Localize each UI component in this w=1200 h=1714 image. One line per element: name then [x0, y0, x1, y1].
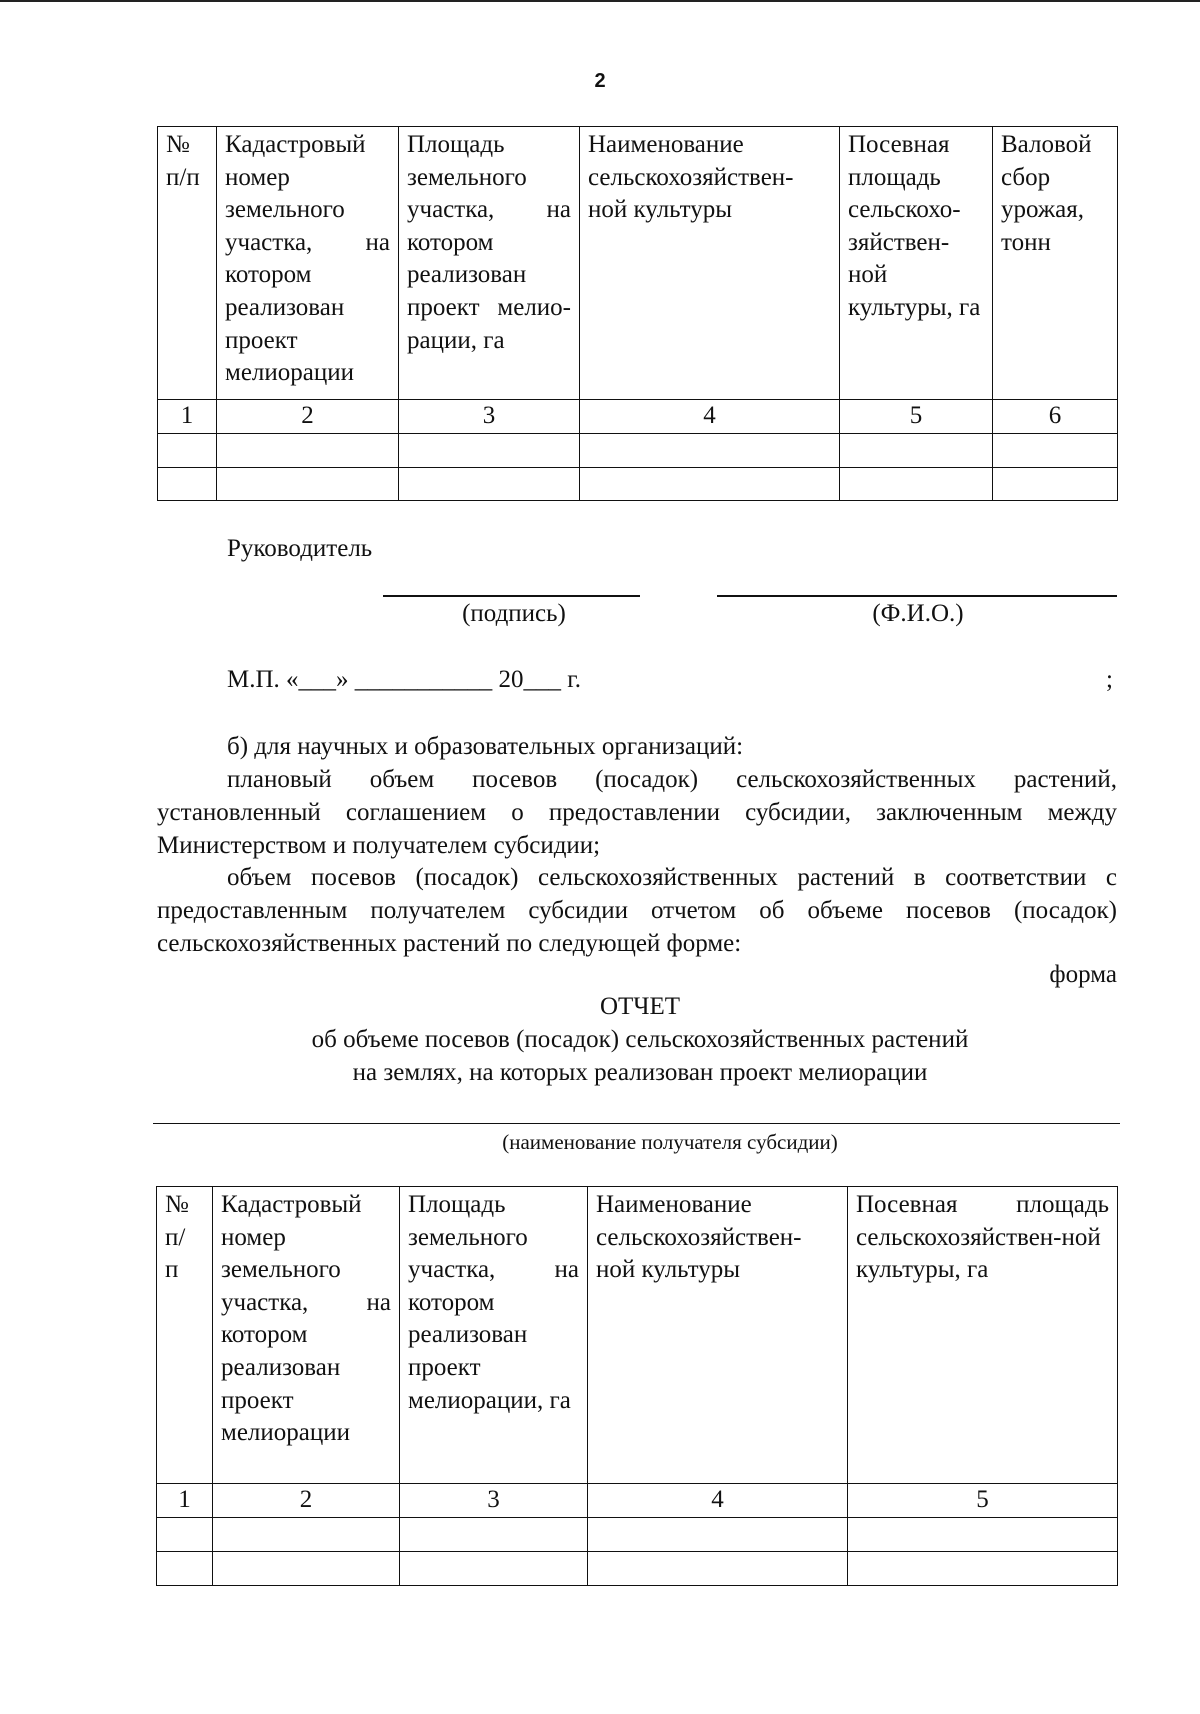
column-number-row	[158, 400, 1118, 434]
header-cell: Наименование сельскохозяйствен-ной культуры	[588, 1187, 848, 1484]
table-row	[157, 1518, 1118, 1552]
number-cell: 1	[157, 1484, 213, 1518]
empty-cell	[848, 1552, 1118, 1586]
report-subtitle: об объеме посевов (посадок) сельскохозяйственных растений	[311, 1026, 969, 1053]
header-cell: Посевная площадь сельскохозяйствен-ной культуры, га	[848, 1187, 1118, 1484]
empty-cell	[580, 468, 840, 501]
number-cell: 1	[158, 400, 217, 434]
number-cell: 5	[840, 400, 993, 434]
header-cell: Посевная площадь сельскохо-зяйствен-ной культуры, га	[840, 127, 993, 400]
table-2	[156, 1186, 1118, 1586]
table-row	[158, 434, 1118, 468]
scan-top-edge	[0, 0, 1200, 2]
signature-caption: (подпись)	[462, 600, 566, 627]
table-1	[157, 126, 1118, 501]
report-subtitle: на землях, на которых реализован проект мелиорации	[352, 1059, 928, 1086]
table-2-header	[157, 1187, 1118, 1484]
empty-cell	[993, 468, 1118, 501]
form-label: форма	[1049, 961, 1117, 988]
item-b: б) для научных и образовательных организаций:	[227, 733, 744, 760]
paragraph-plan-volume: плановый объем посевов (посадок) сельскохозяйственных растений, установленный соглашением о предоставлении субсидии, заключенным между Министерством и получателем субсидии;	[157, 766, 1117, 859]
table-row	[157, 1552, 1118, 1586]
number-cell: 3	[400, 1484, 588, 1518]
header-cell: № п/ п	[157, 1187, 213, 1484]
empty-cell	[157, 1552, 213, 1586]
table-row	[158, 468, 1118, 501]
empty-cell	[157, 1518, 213, 1552]
report-title: ОТЧЕТ	[599, 993, 681, 1020]
empty-cell	[213, 1518, 400, 1552]
header-cell: Кадастровый номер земельного участка, на котором реализован проект мелиорации	[213, 1187, 400, 1484]
header-cell: Площадь земельного участка, на котором реализован проект мелиорации, га	[400, 1187, 588, 1484]
empty-cell	[158, 468, 217, 501]
name-line	[717, 595, 1117, 597]
stamp-date-line: М.П. «___» ___________ 20___ г.	[227, 666, 581, 693]
number-cell: 4	[588, 1484, 848, 1518]
number-cell: 2	[217, 400, 399, 434]
header-cell: Кадастровый номер земельного участка, на котором реализован проект мелиорации	[217, 127, 399, 400]
page-number: 2	[594, 70, 606, 92]
paragraph-actual-volume: объем посевов (посадок) сельскохозяйственных растений в соответствии с предоставленным получателем субсидии отчетом об объеме посевов (посадок) сельскохозяйственных растений по следующей форме:	[157, 864, 1117, 957]
empty-cell	[213, 1552, 400, 1586]
number-cell: 2	[213, 1484, 400, 1518]
header-cell: Наименование сельскохозяйствен-ной культуры	[580, 127, 840, 400]
empty-cell	[217, 468, 399, 501]
name-caption: (Ф.И.О.)	[872, 600, 964, 627]
signature-line	[383, 595, 640, 597]
empty-cell	[399, 434, 580, 468]
empty-cell	[580, 434, 840, 468]
empty-cell	[840, 434, 993, 468]
header-cell: Площадь земельного участка, на котором реализован проект мелио-рации, га	[399, 127, 580, 400]
empty-cell	[400, 1518, 588, 1552]
recipient-name-line	[153, 1123, 1120, 1124]
table-1-header	[158, 127, 1118, 400]
empty-cell	[158, 434, 217, 468]
empty-cell	[217, 434, 399, 468]
head-label: Руководитель	[227, 535, 373, 562]
number-cell: 3	[399, 400, 580, 434]
empty-cell	[399, 468, 580, 501]
empty-cell	[400, 1552, 588, 1586]
header-cell: № п/п	[158, 127, 217, 400]
recipient-caption: (наименование получателя субсидии)	[502, 1130, 838, 1154]
number-cell: 6	[993, 400, 1118, 434]
empty-cell	[993, 434, 1118, 468]
semicolon: ;	[1106, 666, 1113, 693]
column-number-row	[157, 1484, 1118, 1518]
number-cell: 4	[580, 400, 840, 434]
empty-cell	[588, 1552, 848, 1586]
number-cell: 5	[848, 1484, 1118, 1518]
header-cell: Валовой сбор урожая, тонн	[993, 127, 1118, 400]
empty-cell	[840, 468, 993, 501]
empty-cell	[848, 1518, 1118, 1552]
empty-cell	[588, 1518, 848, 1552]
